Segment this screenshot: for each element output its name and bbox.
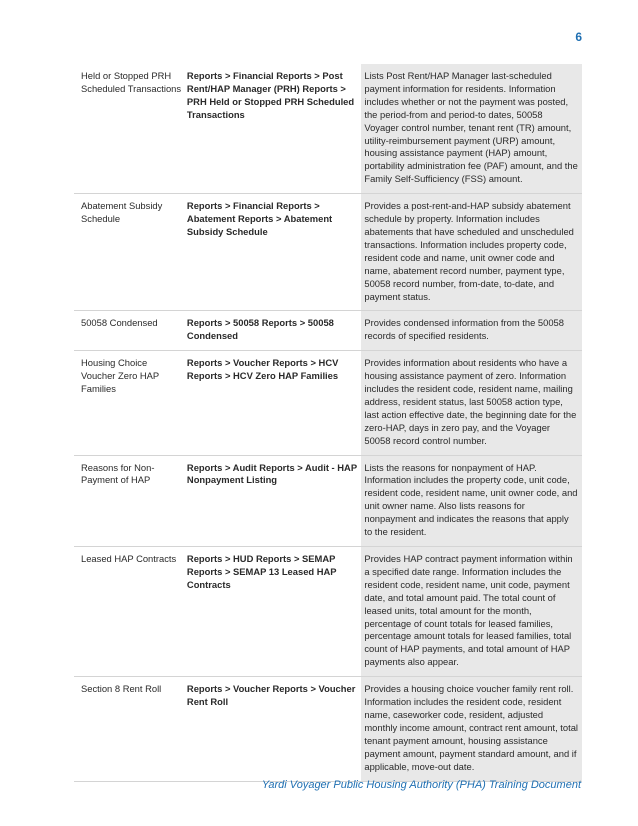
- report-menu-path: Reports > Audit Reports > Audit - HAP Nonpayment Listing: [186, 461, 357, 486]
- table-row: [74, 456, 582, 547]
- report-menu-path: Reports > 50058 Reports > 50058 Condensed: [186, 317, 334, 342]
- table-row: [74, 194, 582, 311]
- table-row: [74, 547, 582, 677]
- report-description: Lists the reasons for nonpayment of HAP. Information includes the property code, unit code, resident code, resident name, unit owner code, and unit owner name. Also lists reasons for nonpayment and indicates the reasons that apply to the resident.: [361, 456, 582, 546]
- report-description: Provides condensed information from the 50058 records of specified residents.: [361, 311, 582, 350]
- report-menu-path: Reports > Financial Reports > Abatement Reports > Abatement Subsidy Schedule: [186, 200, 333, 237]
- page-number: 6: [575, 30, 582, 44]
- report-table: [74, 64, 582, 782]
- report-description: Lists Post Rent/HAP Manager last-scheduled payment information for residents. Information includes whether or not the payment was posted, the period-from and period-to dates, 50058 Voyager control number, tenant rent (TR) amount, utility-reimbursement payment (URP) amount, housing assistance payment (HAP) amount, portability administration fee (PAF) amount, and the Family Self-Sufficiency (FSS) amount.: [361, 64, 582, 193]
- report-name: Housing Choice Voucher Zero HAP Families: [81, 357, 159, 395]
- report-menu-path: Reports > Voucher Reports > HCV Reports > HCV Zero HAP Families: [186, 357, 339, 382]
- report-menu-path: Reports > HUD Reports > SEMAP Reports > SEMAP 13 Leased HAP Contracts: [186, 553, 337, 590]
- document-footer: Yardi Voyager Public Housing Authority (PHA) Training Document: [261, 779, 581, 791]
- table-row: [74, 677, 582, 781]
- report-name: Leased HAP Contracts: [81, 553, 177, 564]
- table-row: [74, 64, 582, 194]
- report-name: Held or Stopped PRH Scheduled Transactions: [81, 70, 182, 94]
- table-row: [74, 351, 582, 455]
- report-description: Provides HAP contract payment information within a specified date range. Information includes the resident code, resident name, unit code, payment date, and total amount paid. The total count of leased units, total amount for the month, percentage of count totals for leased families, percentage amount totals for leased families, total count of HAP payments, and total amount of HAP payments also appear.: [361, 547, 582, 676]
- report-menu-path: Reports > Financial Reports > Post Rent/HAP Manager (PRH) Reports > PRH Held or Stopped PRH Scheduled Transactions: [186, 70, 355, 120]
- table-row: [74, 311, 582, 351]
- report-name: 50058 Condensed: [81, 317, 158, 329]
- report-name: Reasons for Non-Payment of HAP: [81, 461, 155, 486]
- report-name: Abatement Subsidy Schedule: [81, 200, 163, 225]
- report-name: Section 8 Rent Roll: [81, 683, 162, 695]
- report-description: Provides a housing choice voucher family rent roll. Information includes the resident code, resident name, caseworker code, resident, adjusted monthly income amount, contract rent amount, total tenant payment amount, housing assistance payment amount, payment standard amount, and if applicable, move-out date.: [361, 677, 582, 780]
- report-menu-path: Reports > Voucher Reports > Voucher Rent Roll: [186, 683, 356, 708]
- report-description: Provides a post-rent-and-HAP subsidy abatement schedule by property. Information includes abatements that have scheduled and unscheduled transactions. Information includes property code, resident code and name, unit owner code and name, abatement record number, payment type, 50058 record number, from-date, to-date, and payment status.: [361, 194, 582, 310]
- report-description: Provides information about residents who have a housing assistance payment of zero. Information includes the resident code, resident name, mailing address, resident status, last 50058 action type, last action effective date, the beginning date for the zero-HAP, days in zero pay, and the Voyager 50058 record control number.: [361, 351, 582, 454]
